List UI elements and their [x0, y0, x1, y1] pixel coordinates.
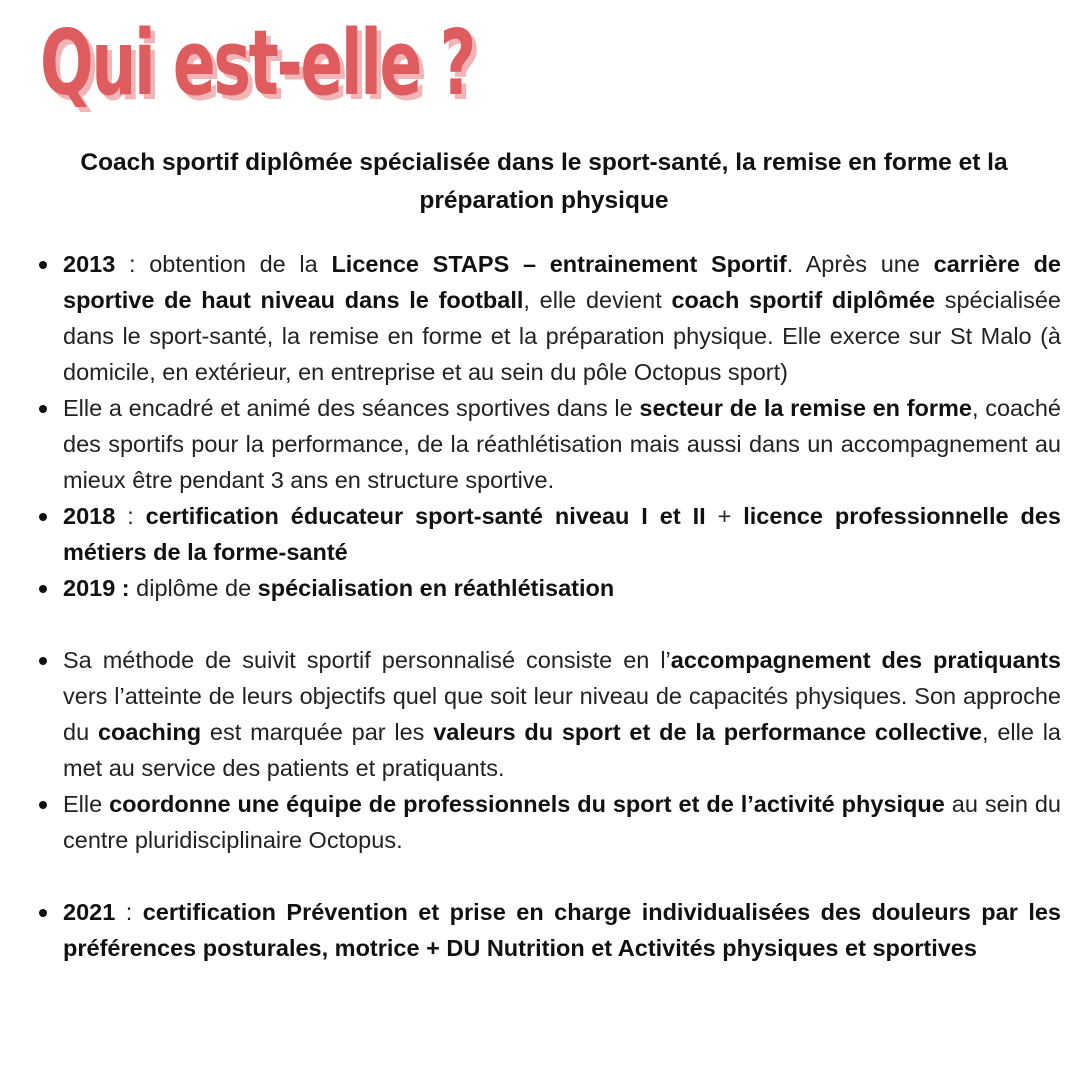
bold-text: 2019 : [63, 575, 130, 601]
text: est marquée par les [201, 719, 434, 745]
bold-text: 2013 [63, 251, 116, 277]
text: au sein du centre pluridisciplinaire Octopus. [63, 791, 1061, 853]
text: : [115, 503, 146, 529]
text: , coaché des sportifs pour la performance, de la réathlétisation mais aussi dans un accompagnement au mieux être pendant 3 ans en structure sportive. [63, 395, 1061, 493]
list-item-2013 [63, 246, 1061, 390]
text: spécialisée dans le sport-santé, la remise en forme et la préparation physique. Elle exerce sur St Malo (à domicile, en extérieur, en entreprise et au sein du pôle Octopus sport) [63, 287, 1061, 385]
bold-text: secteur de la remise en forme [639, 395, 972, 421]
text: vers l’atteinte de leurs objectifs quel que soit leur niveau de capacités physiques. Son approche du [63, 683, 1061, 745]
bold-text: spécialisation en réathlétisation [257, 575, 615, 601]
list-item-remise-en-forme [63, 390, 1061, 498]
list-item-methode [63, 642, 1061, 786]
bold-text: 2021 [63, 899, 116, 925]
text: : obtention de la [115, 251, 332, 277]
spacer [0, 858, 1080, 894]
biography-list [0, 246, 1080, 966]
bold-text: licence professionnelle des métiers de la forme-santé [63, 503, 1061, 565]
bold-text: accompagnement des pratiquants [670, 647, 1061, 673]
text: Elle [63, 791, 110, 817]
bold-text: carrière de sportive de haut niveau dans le football [63, 251, 1062, 313]
text: , elle la met au service des patients et pratiquants. [63, 719, 1062, 781]
text: diplôme de [129, 575, 258, 601]
list-item-2021 [63, 894, 1061, 966]
text: Elle a encadré et animé des séances sportives dans le [63, 395, 640, 421]
bold-text: 2018 [63, 503, 116, 529]
spacer [0, 606, 1080, 642]
subtitle: Coach sportif diplômée spécialisée dans le sport-santé, la remise en forme et la préparation physique [80, 149, 1008, 214]
text: , elle devient [523, 287, 672, 313]
list-item-2018 [63, 498, 1061, 570]
bold-text: Licence STAPS – entrainement Sportif [331, 251, 787, 277]
page-title: Qui est-elle ? [40, 11, 474, 116]
bold-text: coach sportif diplômée [671, 287, 936, 313]
text: : [115, 899, 143, 925]
bold-text: certification éducateur sport-santé niveau I et II [145, 503, 706, 529]
bold-text: certification Prévention et prise en charge individualisées des douleurs par les préférences posturales, motrice + DU Nutrition et Activités physiques et sportives [63, 899, 1061, 961]
text: . Après une [786, 251, 934, 277]
text: Sa méthode de suivit sportif personnalisé consiste en l’ [63, 647, 671, 673]
bold-text: valeurs du sport et de la performance collective [433, 719, 982, 745]
bold-text: coaching [97, 719, 202, 745]
list-item-coordination [63, 786, 1061, 858]
list-item-2019 [63, 570, 1061, 606]
bold-text: coordonne une équipe de professionnels du sport et de l’activité physique [109, 791, 945, 817]
text: + [705, 503, 744, 529]
